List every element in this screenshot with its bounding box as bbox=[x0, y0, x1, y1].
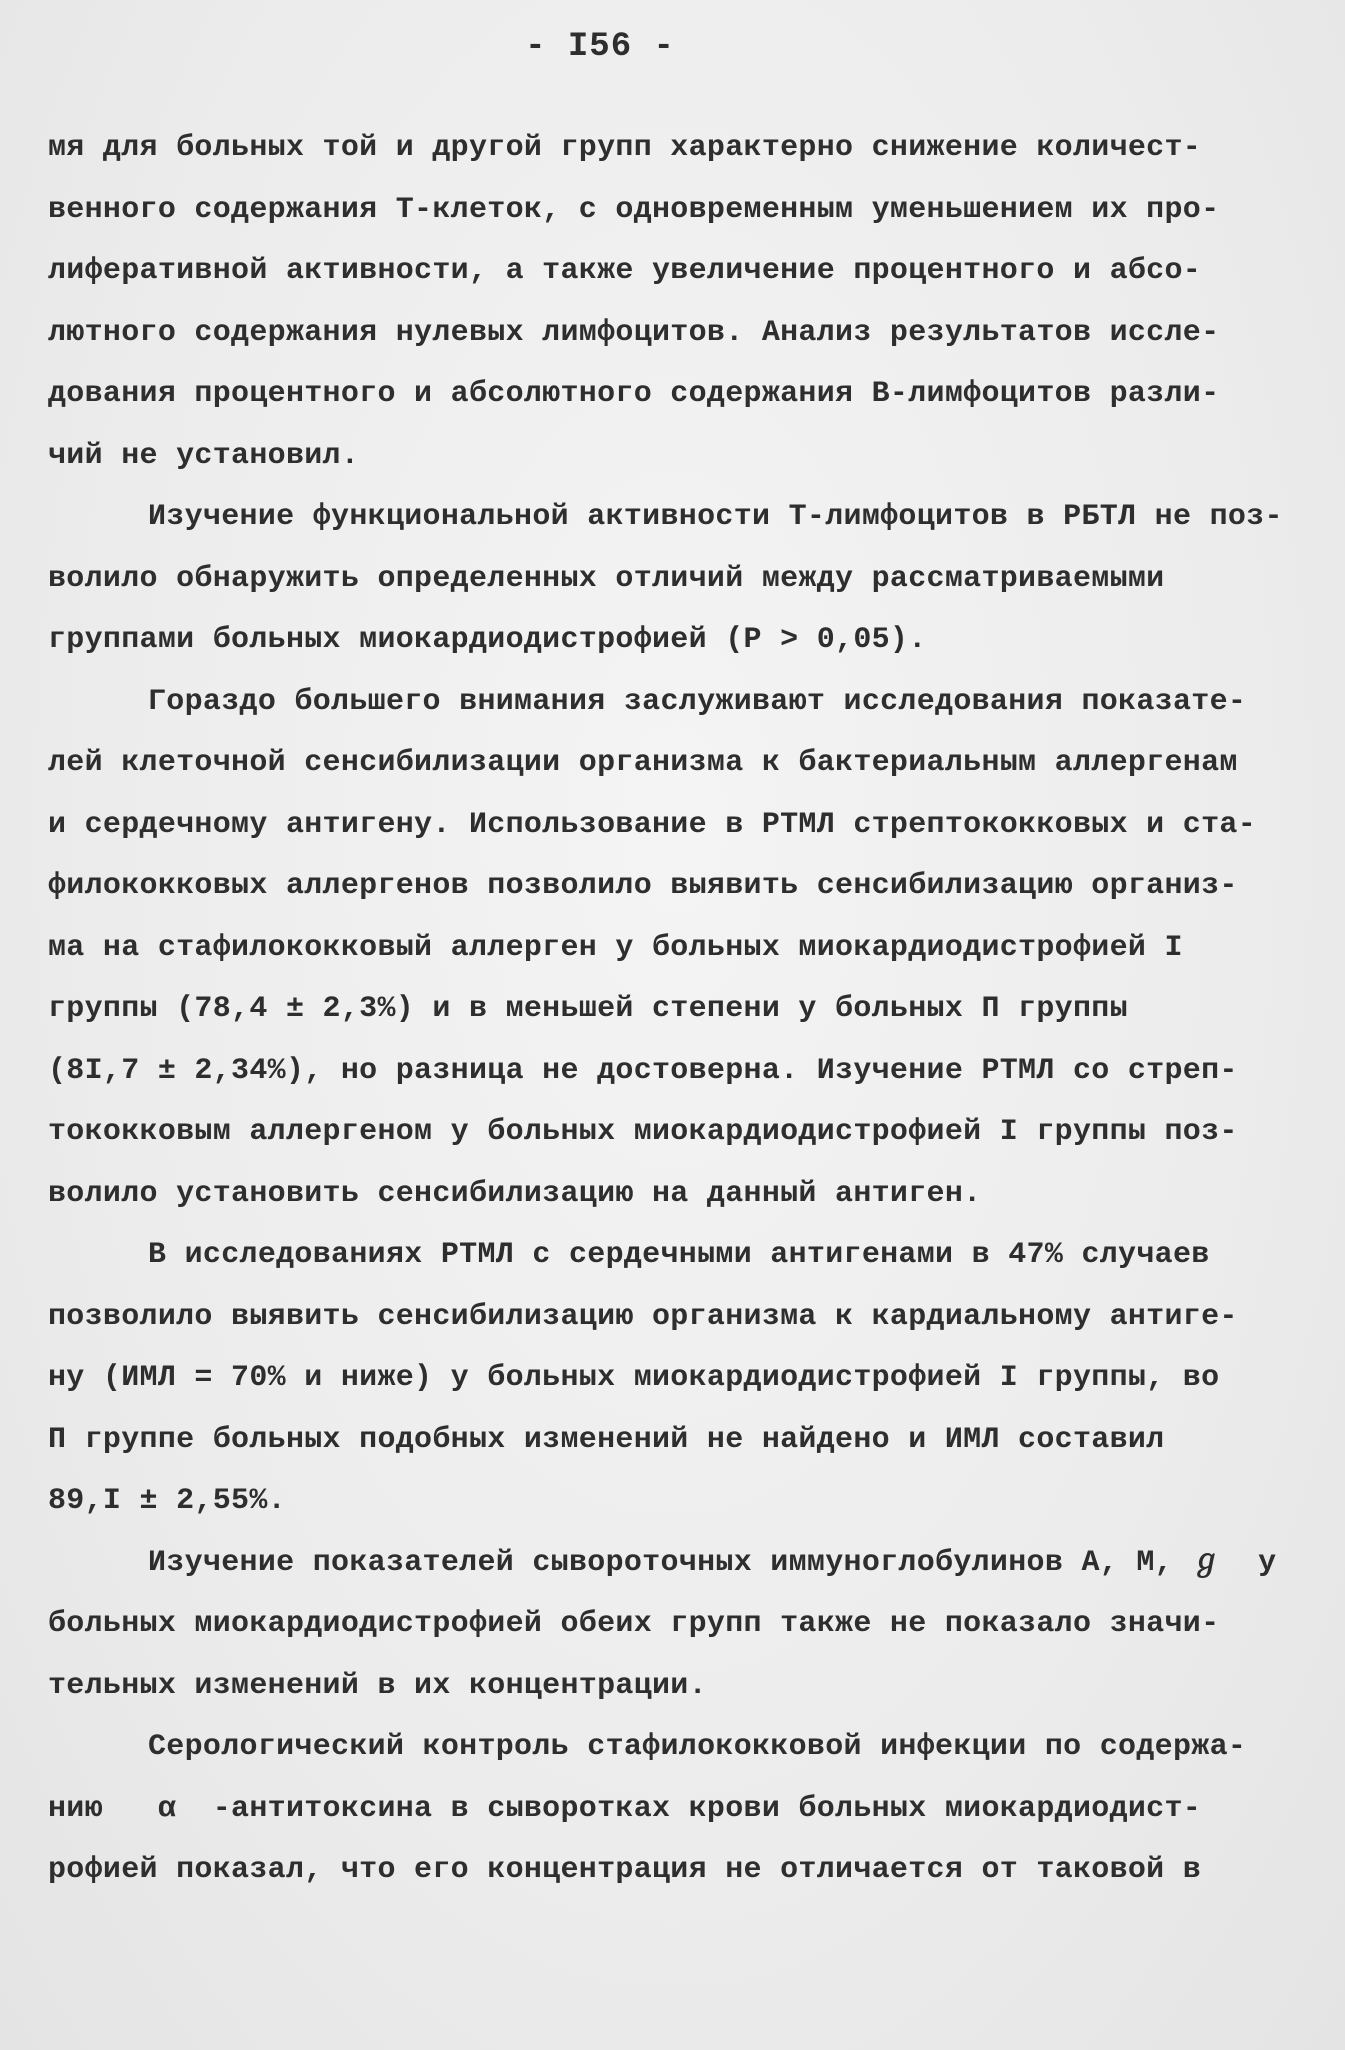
text-line: 89,I ± 2,55%. bbox=[48, 1484, 286, 1518]
text-line: и сердечному антигену. Использование в РТМЛ стрептококковых и ста- bbox=[48, 807, 1256, 842]
text-line: П группе больных подобных изменений не найдено и ИМЛ составил bbox=[48, 1422, 1165, 1457]
text-line: тельных изменений в их концентрации. bbox=[48, 1668, 707, 1703]
text-line: Гораздо большего внимания заслуживают исследования показате- bbox=[148, 684, 1247, 719]
text-line: венного содержания Т-клеток, с одновременным уменьшением их про- bbox=[48, 192, 1220, 227]
paragraph-3 bbox=[48, 672, 1288, 1226]
paragraph-1 bbox=[48, 118, 1288, 487]
text-line: Изучение функциональной активности Т-лимфоцитов в РБТЛ не поз- bbox=[148, 500, 1283, 534]
paragraph-2 bbox=[48, 487, 1288, 672]
text-line: филококковых аллергенов позволило выявить сенсибилизацию организ- bbox=[48, 869, 1238, 903]
text-line: (8I,7 ± 2,34%), но разница не достоверна. Изучение РТМЛ со стреп- bbox=[48, 1053, 1238, 1088]
text-line: позволило выявить сенсибилизацию организма к кардиальному антиге- bbox=[48, 1299, 1238, 1334]
document-body bbox=[48, 118, 1288, 1902]
paragraph-6 bbox=[48, 1717, 1288, 1902]
text-line: мя для больных той и другой групп характерно снижение количест- bbox=[48, 131, 1202, 165]
text-line: ма на стафилококковый аллерген у больных миокардиодистрофией I bbox=[48, 930, 1183, 965]
text-line: лиферативной активности, а также увеличение процентного и абсо- bbox=[48, 254, 1202, 288]
text-line: группы (78,4 ± 2,3%) и в меньшей степени у больных П группы bbox=[48, 992, 1128, 1026]
text-line: чий не установил. bbox=[48, 438, 360, 473]
text-line: лей клеточной сенсибилизации организма к бактериальным аллергенам bbox=[48, 746, 1238, 780]
text-line: волило обнаружить определенных отличий между рассматриваемыми bbox=[48, 561, 1165, 596]
page-number: - I56 - bbox=[525, 28, 675, 66]
text-line: тококковым аллергеном у больных миокардиодистрофией I группы поз- bbox=[48, 1115, 1238, 1149]
text-line: дования процентного и абсолютного содержания В-лимфоцитов разли- bbox=[48, 377, 1220, 411]
text-line: рофией показал, что его концентрация не отличается от таковой в bbox=[48, 1853, 1202, 1887]
text-line: группами больных миокардиодистрофией (Р > 0,05). bbox=[48, 623, 927, 657]
paragraph-4 bbox=[48, 1225, 1288, 1533]
text-line: В исследованиях РТМЛ с сердечными антигенами в 47% случаев bbox=[148, 1238, 1210, 1272]
text-line: Серологический контроль стафилококковой инфекции по содержа- bbox=[148, 1730, 1247, 1764]
paragraph-5 bbox=[48, 1533, 1288, 1718]
text-line: волило установить сенсибилизацию на данный антиген. bbox=[48, 1176, 982, 1211]
text-line: Изучение показателей сывороточных иммуноглобулинов А, М, ℊ у bbox=[148, 1545, 1277, 1580]
text-line: лютного содержания нулевых лимфоцитов. Анализ результатов иссле- bbox=[48, 315, 1220, 350]
text-line: нию α -антитоксина в сыворотках крови больных миокардиодист- bbox=[48, 1791, 1202, 1826]
text-line: ну (ИМЛ = 70% и ниже) у больных миокардиодистрофией I группы, во bbox=[48, 1361, 1220, 1395]
text-line: больных миокардиодистрофией обеих групп также не показало значи- bbox=[48, 1607, 1220, 1641]
